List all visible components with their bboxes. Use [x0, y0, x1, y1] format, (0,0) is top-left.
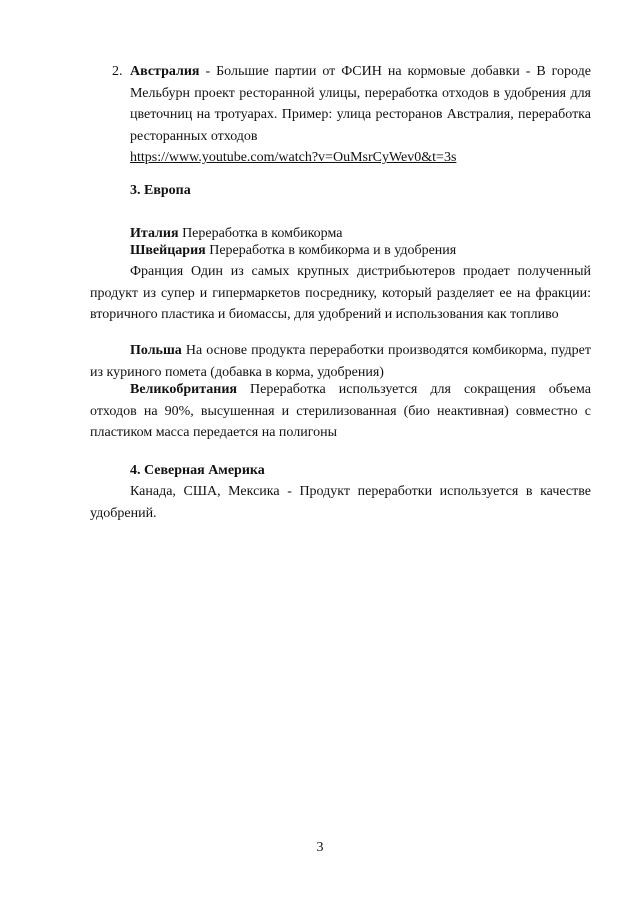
italy-text: Переработка в комбикорма [178, 226, 343, 241]
heading-north-america: 4. Северная Америка [130, 463, 265, 478]
country-poland: Польша [130, 343, 182, 358]
paragraph-switzerland [90, 240, 591, 262]
country-switzerland: Швейцария [130, 243, 206, 258]
paragraph-north-america [90, 481, 591, 524]
page-number: 3 [316, 840, 324, 855]
country-australia: Австралия [130, 64, 200, 79]
france-text: Франция Один из самых крупных дистрибьютеров продает полученный продукт из супер и гипермаркетов посреднику, который разделяет ее на фракции: вторичного пластика и биомассы, для удобрений и использования как топливо [90, 264, 591, 322]
list-number: 2. [112, 64, 123, 79]
country-uk: Великобритания [130, 382, 237, 397]
poland-text: На основе продукта переработки производятся комбикорма, пудрет из куриного помета (добавка в корма, удобрения) [90, 343, 591, 380]
heading-europe: 3. Европа [130, 183, 191, 198]
country-italy: Италия [130, 226, 179, 241]
switzerland-text: Переработка в комбикорма и в удобрения [205, 243, 457, 258]
paragraph-france [90, 261, 591, 326]
youtube-link[interactable]: https://www.youtube.com/watch?v=OuMsrCyWev0&t=3s [130, 150, 457, 165]
north-america-text: Канада, США, Мексика - Продукт переработки используется в качестве удобрений. [90, 484, 591, 521]
list-item-australia [112, 61, 591, 169]
uk-text: Переработка используется для сокращения объема отходов на 90%, высушенная и стерилизованная (био неактивная) совместно с пластиком масса передается на полигоны [90, 382, 591, 440]
australia-text: - Большие партии от ФСИН на кормовые добавки - В городе Мельбурн проект ресторанной улицы, переработка отходов в удобрения для цветочниц на тротуарах. Пример: улица ресторанов Австралия, переработка ресторанных отходов [130, 64, 591, 144]
paragraph-poland [90, 340, 591, 383]
paragraph-uk [90, 379, 591, 444]
